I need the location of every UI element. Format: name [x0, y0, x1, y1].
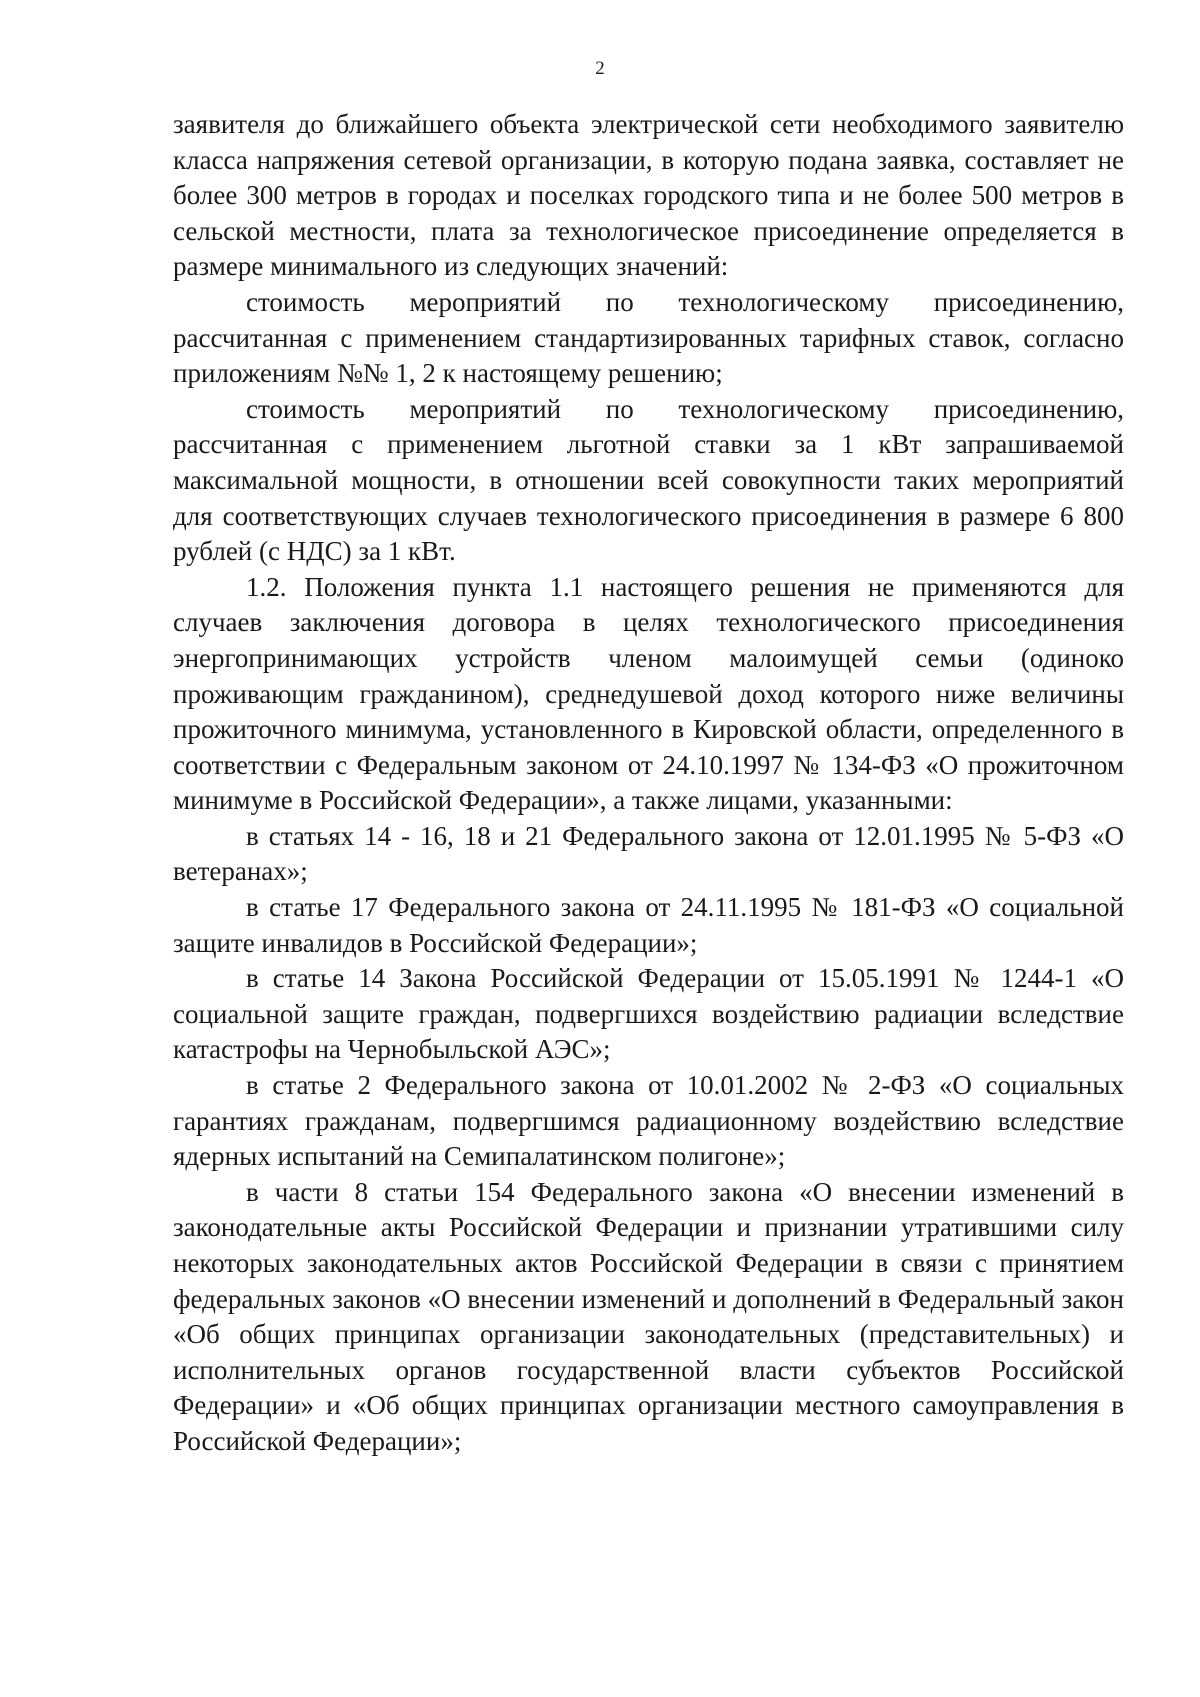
paragraph-continuation: заявителя до ближайшего объекта электрической сети необходимого заявителю класса напряжения сетевой организации, в которую подана заявка, составляет не более 300 метров в городах и поселках городского типа и не более 500 метров в сельской местности, плата за технологическое присоединение определяется в размере минимального из следующих значений: — [173, 109, 1124, 282]
paragraph-veterans: в статьях 14 - 16, 18 и 21 Федерального закона от 12.01.1995 № 5-ФЗ «О ветеранах»; — [173, 820, 1124, 887]
page-number: 2 — [595, 58, 605, 79]
paragraph-disabled: в статье 17 Федерального закона от 24.11.1995 № 181-ФЗ «О социальной защите инвалидов в Российской Федерации»; — [173, 892, 1124, 958]
paragraph-standard-rates: стоимость мероприятий по технологическому присоединению, рассчитанная с применением стандартизированных тарифных ставок, согласно приложениям №№ 1, 2 к настоящему решению; — [173, 286, 1124, 389]
paragraph-chernobyl: в статье 14 Закона Российской Федерации от 15.05.1991 № 1244-1 «О социальной защите граждан, подвергшихся воздействию радиации вследствие катастрофы на Чернобыльской АЭС»; — [173, 963, 1124, 1065]
document-body — [173, 107, 1124, 1460]
paragraph-federal-law-154: в части 8 статьи 154 Федерального закона «О внесении изменений в законодательные акты Российской Федерации и признании утратившими силу некоторых законодательных актов Российской Федерации в связи с принятием федеральных законов «О внесении изменений и дополнений в Федеральный закон «Об общих принципах организации законодательных (представительных) и исполнительных органов государственной власти субъектов Российской Федерации» и «Об общих принципах организации местного самоуправления в Российской Федерации»; — [173, 1176, 1124, 1456]
paragraph-clause-1-2: 1.2. Положения пункта 1.1 настоящего решения не применяются для случаев заключения договора в целях технологического присоединения энергопринимающих устройств членом малоимущей семьи (одиноко проживающим гражданином), среднедушевой доход которого ниже величины прожиточного минимума, установленного в Кировской области, определенного в соответствии с Федеральным законом от 24.10.1997 № 134-ФЗ «О прожиточном минимуме в Российской Федерации», а также лицами, указанными: — [173, 571, 1124, 816]
paragraph-preferential-rate: стоимость мероприятий по технологическому присоединению, рассчитанная с применением льготной ставки за 1 кВт запрашиваемой максимальной мощности, в отношении всей совокупности таких мероприятий для соответствующих случаев технологического присоединения в размере 6 800 рублей (с НДС) за 1 кВт. — [173, 393, 1124, 567]
paragraph-semipalatinsk: в статье 2 Федерального закона от 10.01.2002 № 2-ФЗ «О социальных гарантиях гражданам, подвергшимся радиационному воздействию вследствие ядерных испытаний на Семипалатинском полигоне»; — [173, 1070, 1124, 1172]
